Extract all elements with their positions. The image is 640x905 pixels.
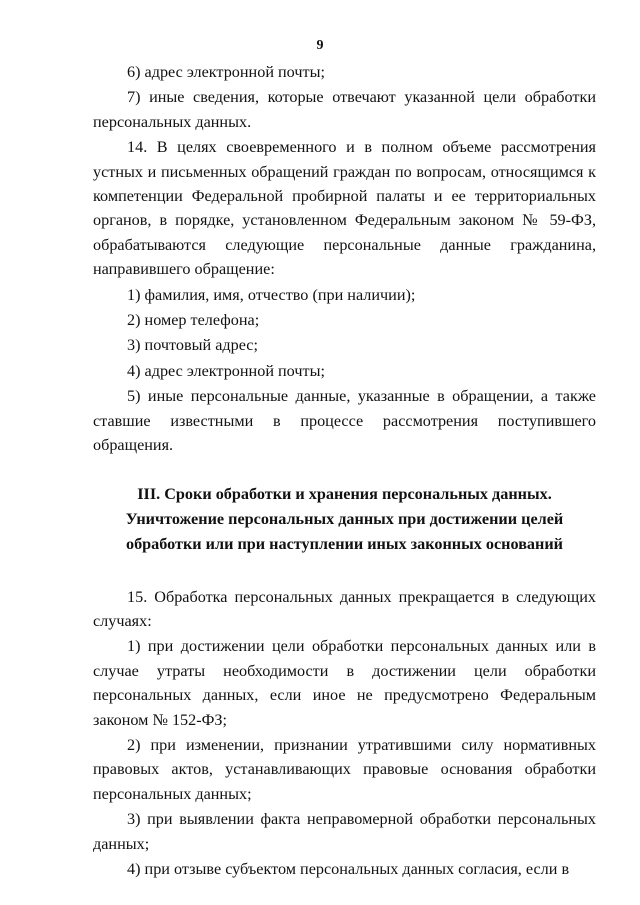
list-item-postal-address: 3) почтовый адрес;: [127, 336, 258, 355]
list-item-email-2: 4) адрес электронной почты;: [127, 361, 325, 380]
section-heading: [93, 482, 596, 557]
list-item-acts-changed: 2) при изменении, признании утратившими силу нормативных правовых актов, устанавливающих правовые основания обработки персональных данных;: [93, 735, 596, 803]
clause-14: 14. В целях своевременного и в полном объеме рассмотрения устных и письменных обращений граждан по вопросам, относящимся к компетенции Федеральной пробирной палаты и ее территориальных органов, в порядке, установленном Федеральным законом № 59-ФЗ, обрабатываются следующие персональные данные гражданина, направившего обращение:: [93, 138, 596, 279]
clause-15: 15. Обработка персональных данных прекращается в следующих случаях:: [93, 587, 596, 630]
section-heading-line-3: обработки или при наступлении иных законных оснований: [125, 534, 564, 553]
list-item-phone: 2) номер телефона;: [127, 311, 260, 330]
list-item-other-info: 7) иные сведения, которые отвечают указанной цели обработки персональных данных.: [93, 88, 596, 131]
list-item-full-name: 1) фамилия, имя, отчество (при наличии);: [127, 285, 416, 304]
section-heading-line-2: Уничтожение персональных данных при достижении целей: [125, 509, 564, 528]
page-number: 9: [316, 38, 324, 53]
list-item-unlawful-processing: 3) при выявлении факта неправомерной обработки персональных данных;: [93, 810, 596, 853]
list-item-email: 6) адрес электронной почты;: [127, 63, 325, 81]
list-item-other-personal-data: 5) иные персональные данные, указанные в обращении, а также ставшие известными в процессе рассмотрения поступившего обращения.: [93, 387, 596, 455]
list-item-consent-withdrawn: 4) при отзыве субъектом персональных данных согласия, если в: [127, 859, 570, 878]
document-body: [93, 60, 596, 881]
list-item-purpose-achieved: 1) при достижении цели обработки персональных данных или в случае утраты необходимости в достижении цели обработки персональных данных, если иное не предусмотрено Федеральным законом № 152-ФЗ;: [93, 637, 596, 729]
section-heading-line-1: III. Сроки обработки и хранения персональных данных.: [137, 484, 552, 503]
